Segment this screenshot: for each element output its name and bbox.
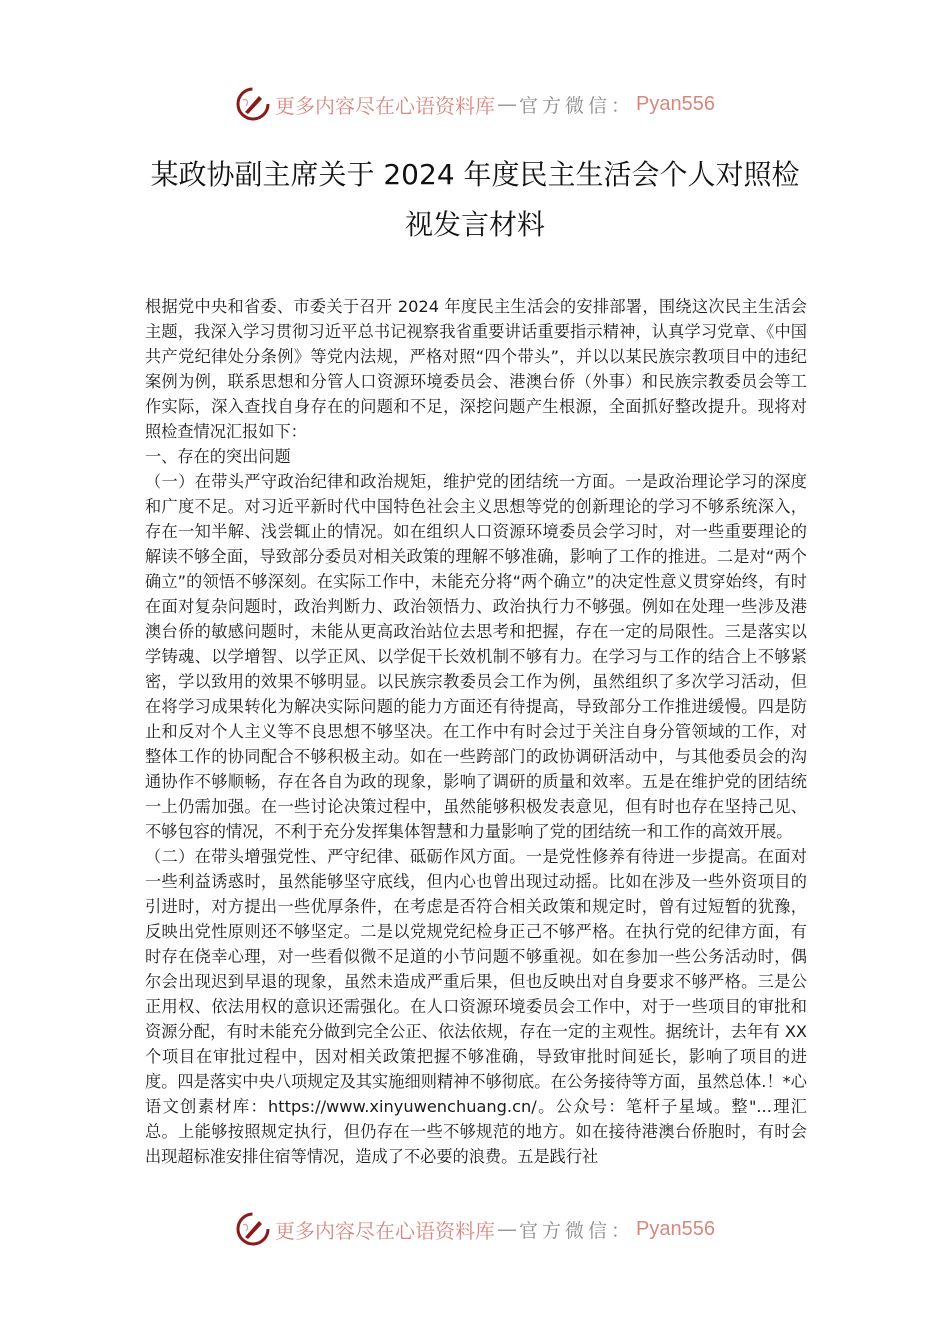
- quill-pen-logo-icon: [235, 1211, 271, 1247]
- paragraph-political-discipline: （一）在带头严守政治纪律和政治规矩，维护党的团结统一方面。一是政治理论学习的深度和广度不足。对习近平新时代中国特色社会主义思想等党的创新理论的学习不够系统深入，存在一知半解、浅尝辄止的情况。如在组织人口资源环境委员会学习时，对一些重要理论的解读不够全面，导致部分委员对相关政策的理解不够准确，影响了工作的推进。二是对“两个确立”的领悟不够深刻。在实际工作中，未能充分将“两个确立”的决定性意义贯穿始终，有时在面对复杂问题时，政治判断力、政治领悟力、政治执行力不够强。例如在处理一些涉及港澳台侨的敏感问题时，未能从更高政治站位去思考和把握，存在一定的局限性。三是落实以学铸魂、以学增智、以学正风、以学促干长效机制不够有力。在学习与工作的结合上不够紧密，学以致用的效果不够明显。以民族宗教委员会工作为例，虽然组织了多次学习活动，但在将学习成果转化为解决实际问题的能力方面还有待提高，导致部分工作推进缓慢。四是防止和反对个人主义等不良思想不够坚决。在工作中有时会过于关注自身分管领域的工作，对整体工作的协同配合不够积极主动。如在一些跨部门的政协调研活动中，与其他委员会的沟通协作不够顺畅，存在各自为政的现象，影响了调研的质量和效率。五是在维护党的团结统一上仍需加强。在一些讨论决策过程中，虽然能够积极发表意见，但有时也存在坚持己见、不够包容的情况，不利于充分发挥集体智慧和力量影响了党的团结统一和工作的高效开展。: [145, 472, 807, 841]
- document-body: [145, 294, 807, 1169]
- banner-dash: —: [497, 92, 517, 116]
- quill-pen-logo-icon: [235, 86, 271, 122]
- paragraph-party-spirit: （二）在带头增强党性、严守纪律、砥砺作风方面。一是党性修养有待进一步提高。在面对一些利益诱惑时，虽然能够坚守底线，但内心也曾出现过动摇。比如在涉及一些外资项目的引进时，对方提出一些优厚条件，在考虑是否符合相关政策和规定时，曾有过短暂的犹豫，反映出党性原则还不够坚定。二是以党规党纪检身正己不够严格。在执行党的纪律方面，有时存在侥幸心理，对一些看似微不足道的小节问题不够重视。如在参加一些公务活动时，偶尔会出现迟到早退的现象，虽然未造成严重后果，但也反映出对自身要求不够严格。三是公正用权、依法用权的意识还需强化。在人口资源环境委员会工作中，对于一些项目的审批和资源分配，有时未能充分做到完全公正、依法依规，存在一定的主观性。据统计，去年有 XX 个项目在审批过程中，因对相关政策把握不够准确，导致审批时间延长，影响了项目的进度。四是落实中央八项规定及其实施细则精神不够彻底。在公务接待等方面，虽然总体.！*心语文创素材库：https://www.xinyuwenchuang.cn/。公众号：笔杆子星域。整"...理汇总。上能够按照规定执行，但仍存在一些不够规范的地方。如在接待港澳台侨胞时，有时会出现超标准安排住宿等情况，造成了不必要的浪费。五是践行社: [145, 847, 807, 1166]
- title-line-2: 视发言材料: [404, 208, 545, 241]
- banner-wechat-id: Pyan556: [636, 92, 715, 115]
- banner-dash: —: [497, 1217, 517, 1241]
- header-watermark-banner: [0, 84, 950, 124]
- banner-wechat-label: 官方微信：: [519, 94, 635, 117]
- title-line-1: 某政协副主席关于 2024 年度民主生活会个人对照检: [150, 158, 800, 191]
- banner-wechat-label: 官方微信：: [519, 1219, 635, 1242]
- banner-main-text: 更多内容尽在心语资料库: [275, 1218, 495, 1243]
- footer-watermark-banner: [0, 1209, 950, 1249]
- banner-main-text: 更多内容尽在心语资料库: [275, 93, 495, 118]
- intro-paragraph: 根据党中央和省委、市委关于召开 2024 年度民主生活会的安排部署，围绕这次民主生活会主题，我深入学习贯彻习近平总书记视察我省重要讲话重要指示精神，认真学习党章、《中国共产党纪律处分条例》等党内法规，严格对照“四个带头”，并以以某民族宗教项目中的违纪案例为例，联系思想和分管人口资源环境委员会、港澳台侨（外事）和民族宗教委员会等工作实际，深入查找自身存在的问题和不足，深挖问题产生根源，全面抓好整改提升。现将对照检查情况汇报如下：: [145, 297, 807, 441]
- document-title: [120, 150, 830, 250]
- banner-wechat-id: Pyan556: [636, 1217, 715, 1240]
- section-heading: 一、存在的突出问题: [145, 447, 291, 466]
